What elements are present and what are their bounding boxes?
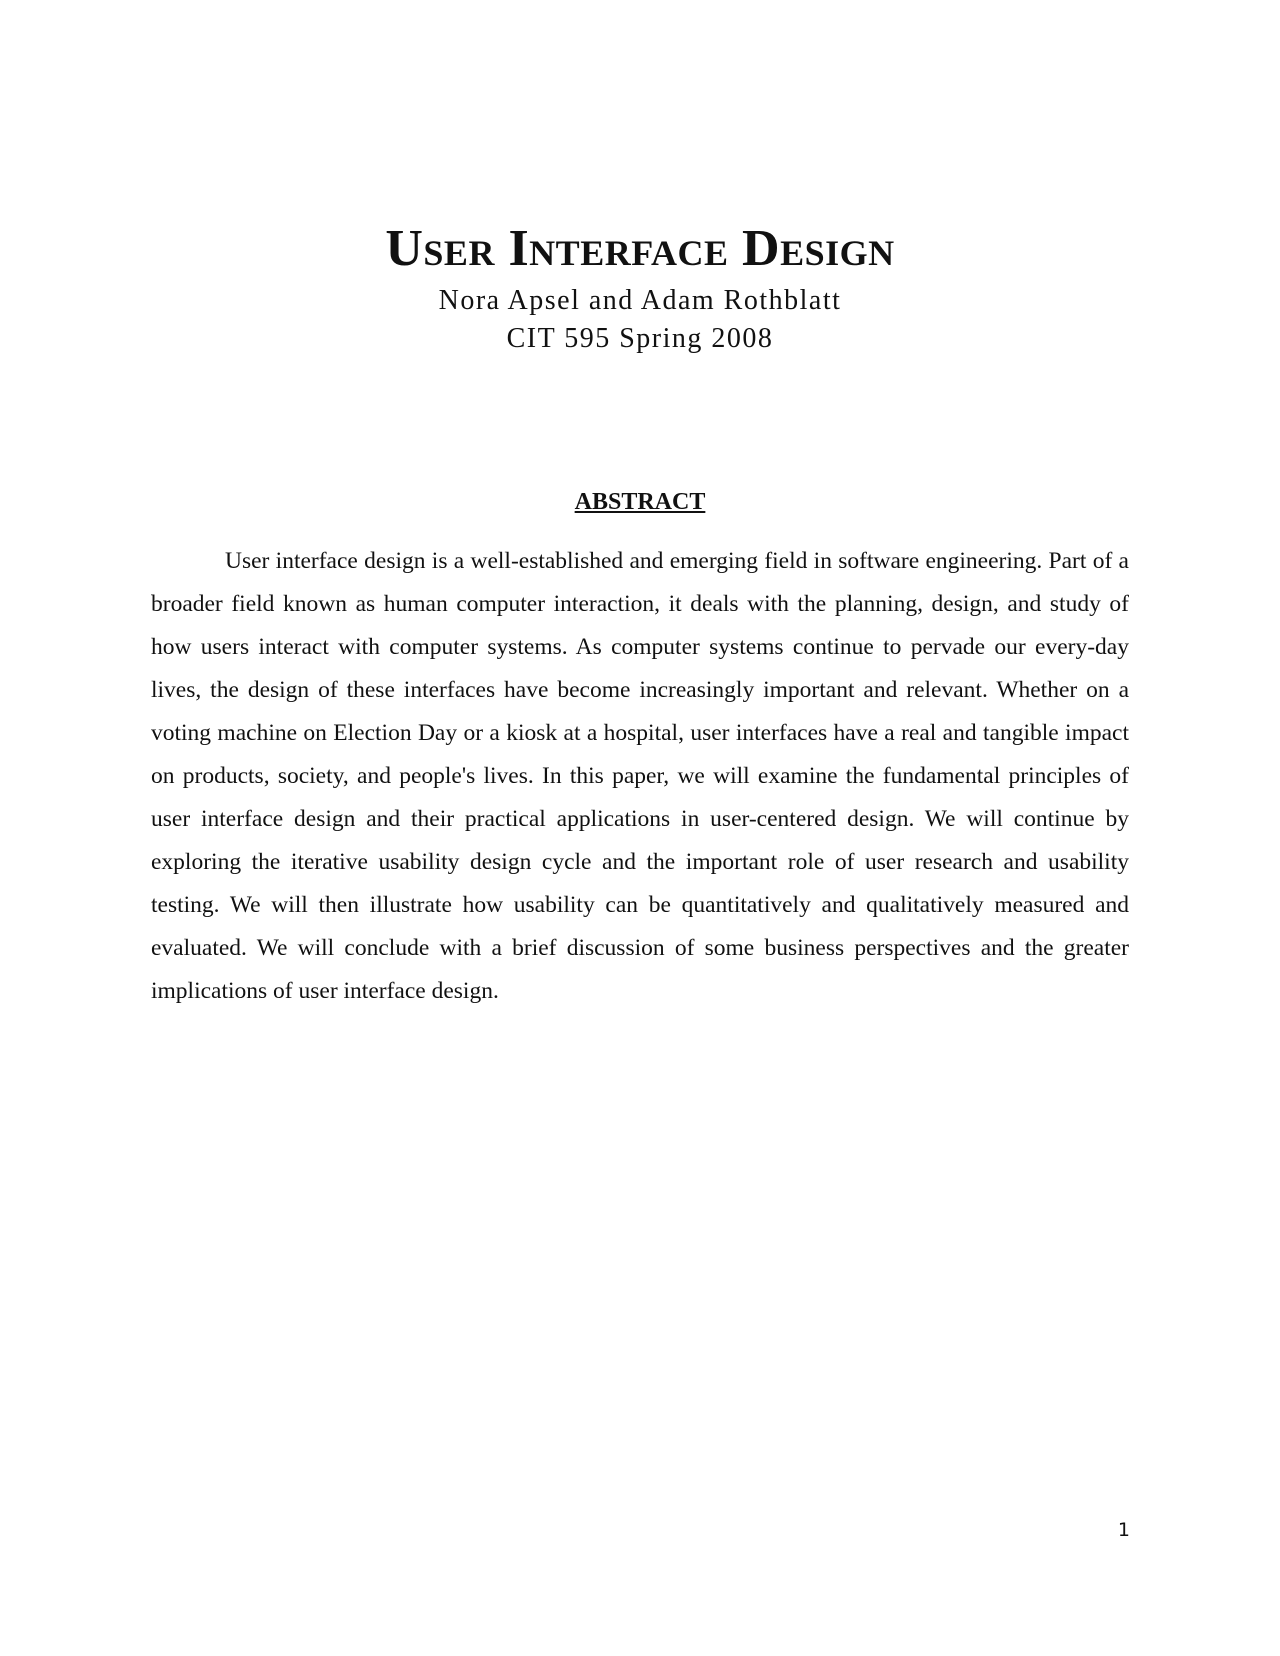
page-number: 1	[1117, 1519, 1130, 1541]
course-info: CIT 595 Spring 2008	[506, 323, 774, 354]
paper-title: User Interface Design	[385, 220, 895, 277]
abstract-body: User interface design is a well-established and emerging field in software engineering. Part of a broader field known as human computer interaction, it deals with the planning, design, and study of how users interact with computer systems. As computer systems continue to pervade our every-day lives, the design of these interfaces have become increasingly important and relevant. Whether on a voting machine on Election Day or a kiosk at a hospital, user interfaces have a real and tangible impact on products, society, and people's lives. In this paper, we will examine the fundamental principles of user interface design and their practical applications in user-centered design. We will continue by exploring the iterative usability design cycle and the important role of user research and usability testing. We will then illustrate how usability can be quantitatively and qualitatively measured and evaluated. We will conclude with a brief discussion of some business perspectives and the greater implications of user interface design.	[151, 548, 1129, 1004]
paper-authors: Nora Apsel and Adam Rothblatt	[438, 285, 842, 316]
abstract-heading: ABSTRACT	[574, 489, 706, 515]
